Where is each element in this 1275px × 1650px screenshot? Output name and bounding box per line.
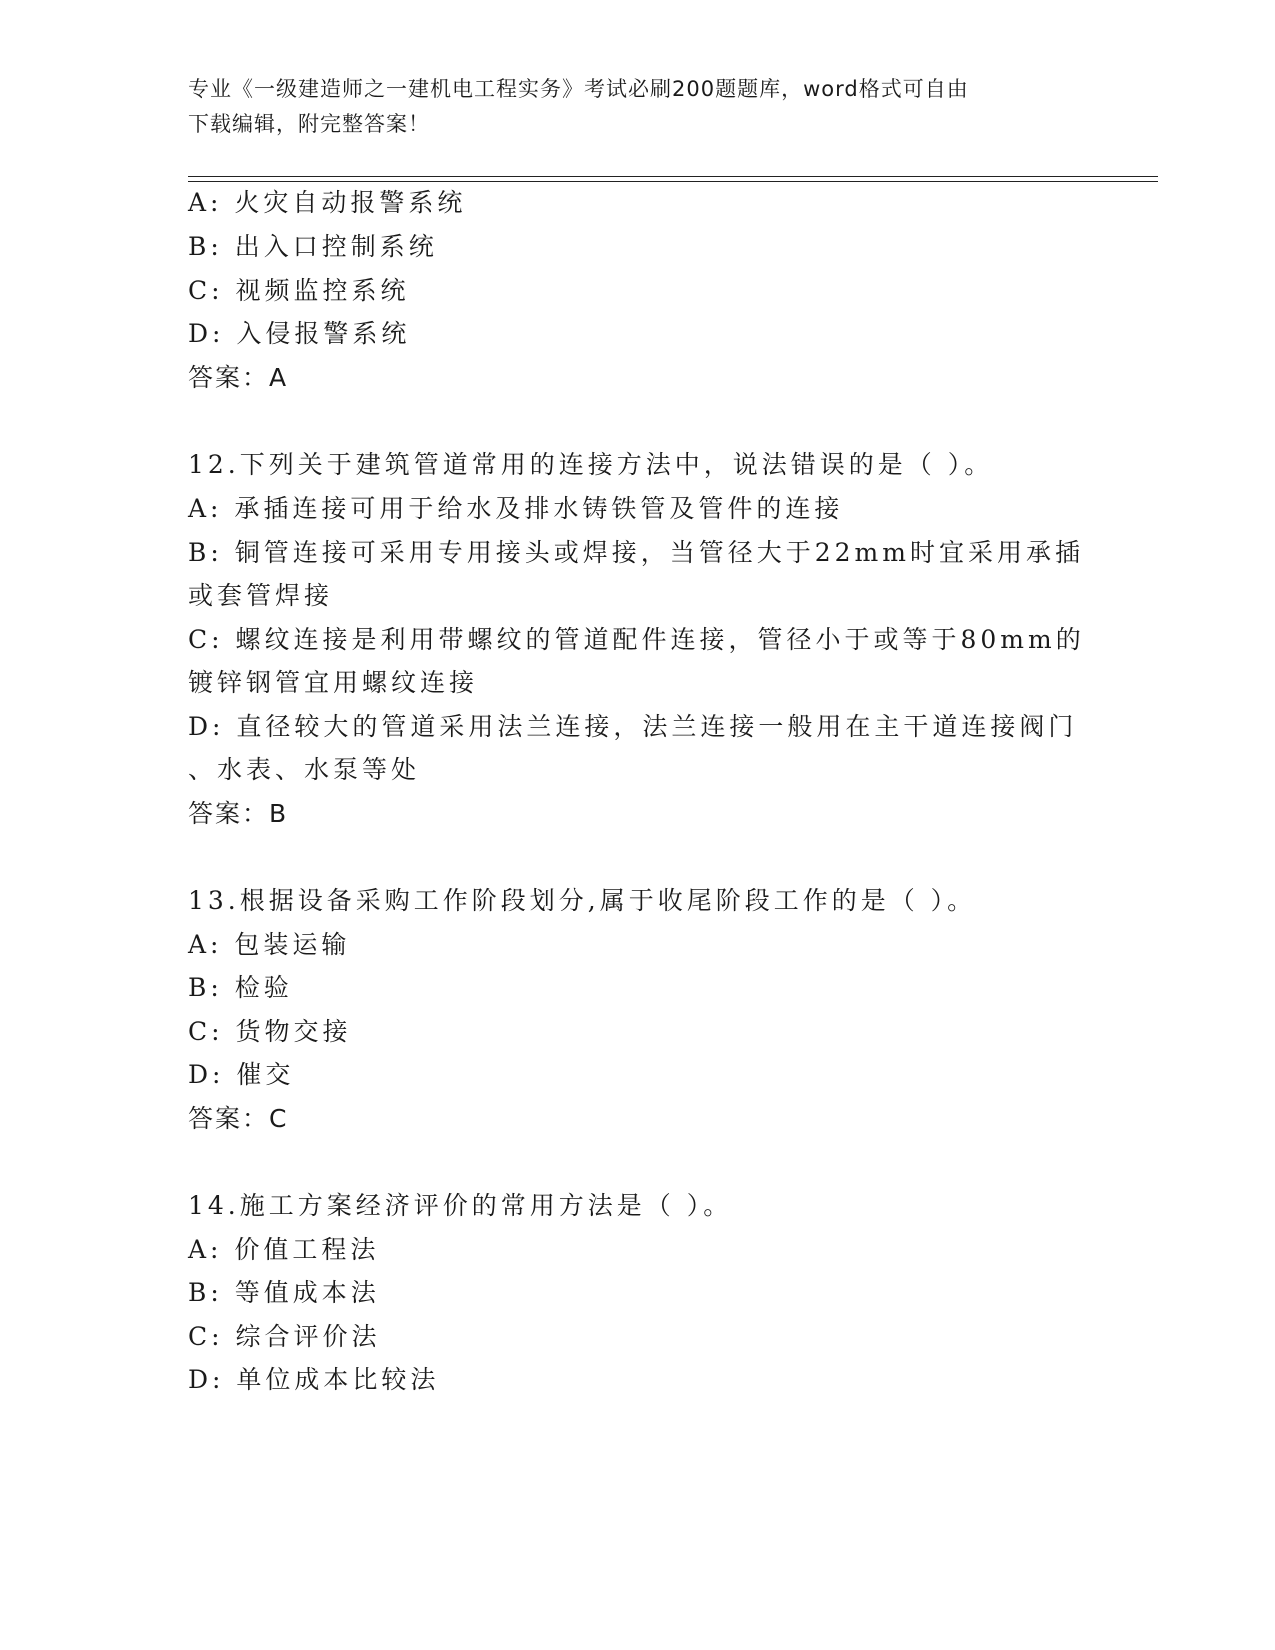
header-title-line-2: 下载编辑，附完整答案！ (188, 112, 430, 136)
q14-option-d: D: 单位成本比较法 (188, 1365, 440, 1394)
q12-option-d-line-2: 、水表、水泵等处 (188, 755, 421, 784)
q14-option-a: A: 价值工程法 (188, 1235, 380, 1264)
q13-option-d: D: 催交 (188, 1060, 295, 1089)
q11-option-c: C: 视频监控系统 (188, 276, 410, 305)
q13-option-c: C: 货物交接 (188, 1017, 352, 1046)
q11-option-d: D: 入侵报警系统 (188, 319, 411, 348)
q11-answer: 答案：A (188, 363, 289, 392)
q12-question: 12.下列关于建筑管道常用的连接方法中，说法错误的是（ ）。 (188, 450, 994, 479)
q12-option-b-line-2: 或套管焊接 (188, 581, 334, 610)
q11-option-b: B: 出入口控制系统 (188, 232, 438, 261)
q14-option-b: B: 等值成本法 (188, 1278, 380, 1307)
q12-option-d-line-1: D: 直径较大的管道采用法兰连接，法兰连接一般用在主干道连接阀门 (188, 712, 1078, 741)
q13-question: 13.根据设备采购工作阶段划分,属于收尾阶段工作的是（ ）。 (188, 886, 977, 915)
q12-option-c-line-1: C: 螺纹连接是利用带螺纹的管道配件连接，管径小于或等于80mm的 (188, 625, 1085, 654)
q12-option-b-line-1: B: 铜管连接可采用专用接头或焊接，当管径大于22mm时宜采用承插 (188, 538, 1084, 567)
q13-answer: 答案：C (188, 1104, 289, 1133)
q12-option-a: A: 承插连接可用于给水及排水铸铁管及管件的连接 (188, 494, 844, 523)
header-divider-top (188, 176, 1158, 177)
q13-option-a: A: 包装运输 (188, 930, 351, 959)
q11-option-a: A: 火灾自动报警系统 (188, 188, 467, 217)
q12-option-c-line-2: 镀锌钢管宜用螺纹连接 (188, 668, 479, 697)
q14-option-c: C: 综合评价法 (188, 1322, 381, 1351)
q12-answer: 答案：B (188, 799, 289, 828)
q13-option-b: B: 检验 (188, 973, 293, 1002)
q14-question: 14.施工方案经济评价的常用方法是（ ）。 (188, 1191, 733, 1220)
header-title-line-1: 专业《一级建造师之一建机电工程实务》考试必刷200题题库，word格式可自由 (188, 77, 969, 101)
document-header (188, 72, 1088, 142)
